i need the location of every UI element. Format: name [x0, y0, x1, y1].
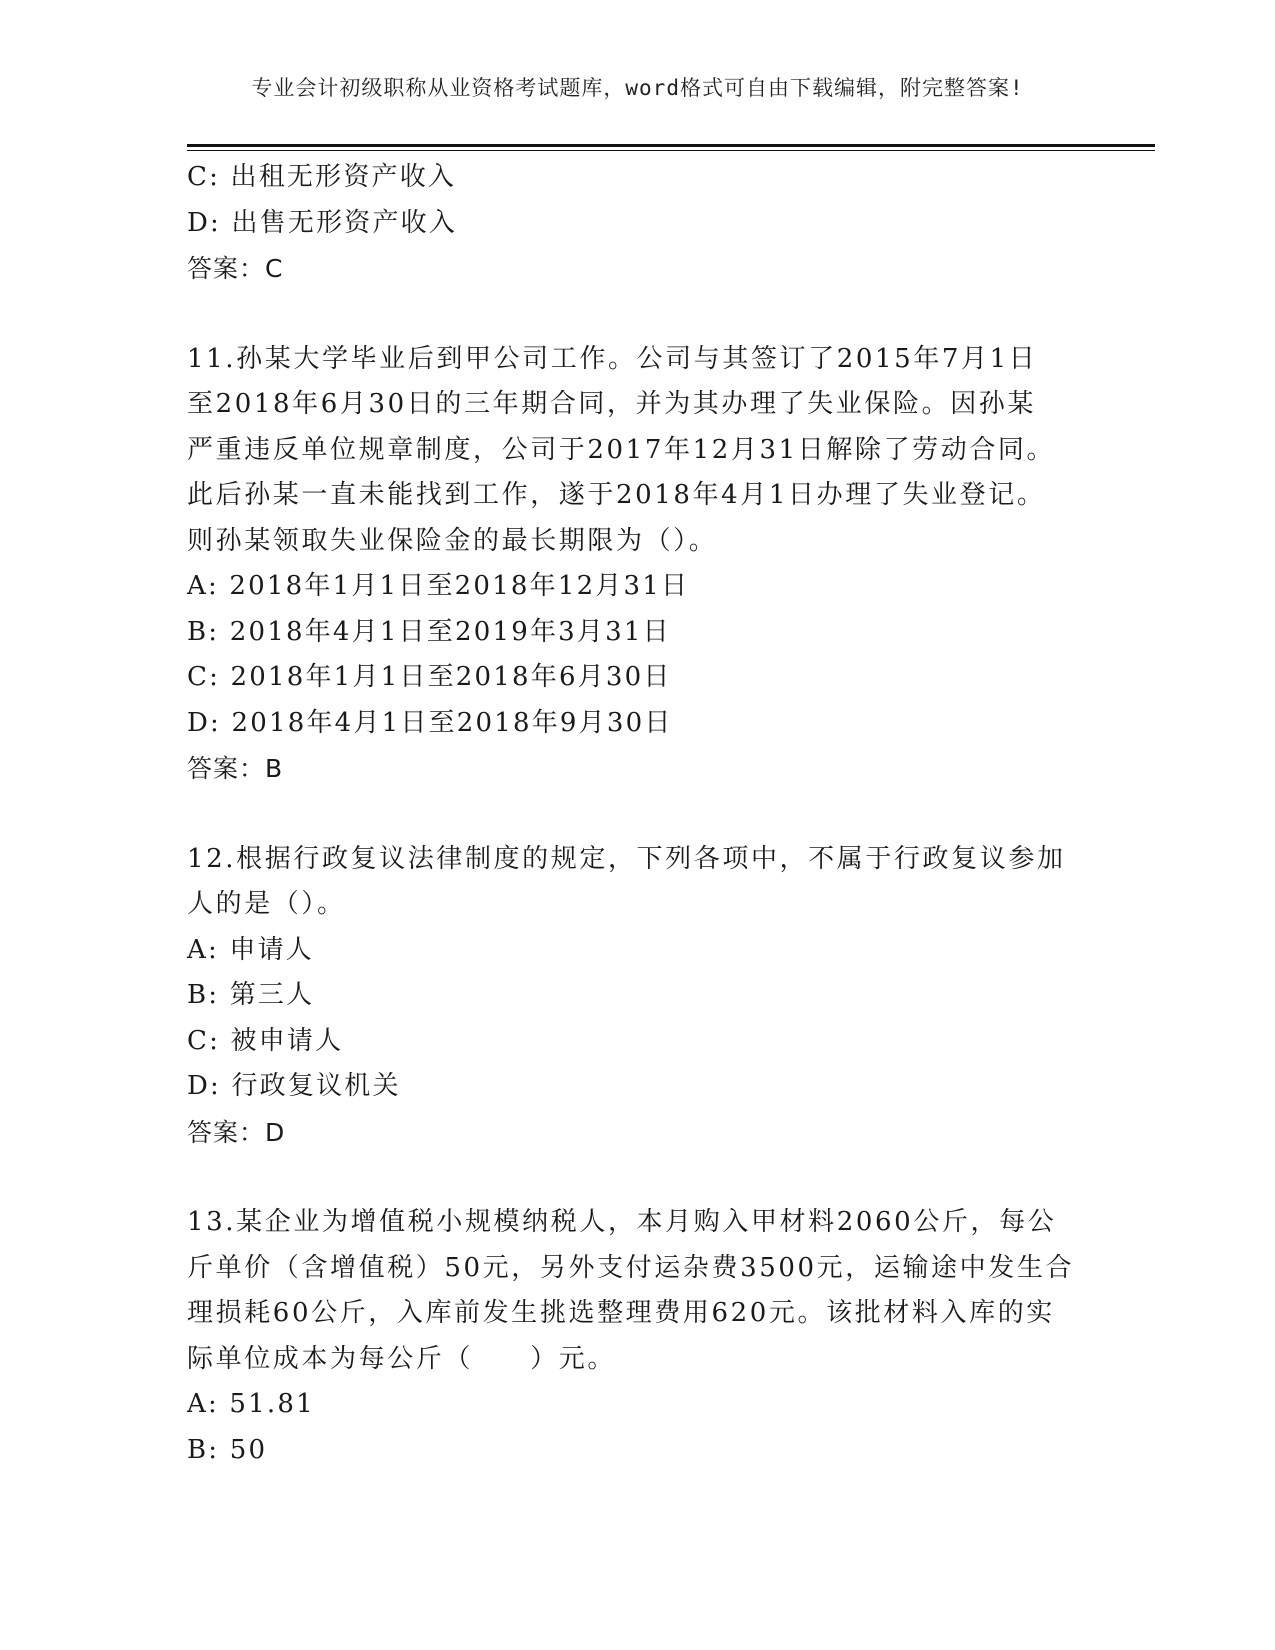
option-d: D: 出售无形资产收入: [187, 207, 458, 238]
question-stem: [187, 837, 1087, 928]
question-10: [187, 155, 1087, 292]
option-d: D: 2018年4月1日至2018年9月30日: [187, 707, 673, 738]
stem-line: 13.某企业为增值税小规模纳税人，本月购入甲材料2060公斤，每公: [187, 1207, 1057, 1237]
stem-line: 际单位成本为每公斤（ ）元。: [187, 1343, 617, 1374]
question-13: [187, 1200, 1087, 1473]
option-a: A: 51.81: [187, 1389, 315, 1419]
option-b: B: 50: [187, 1434, 268, 1465]
stem-line: 人的是（）。: [187, 889, 346, 919]
stem-line: 理损耗60公斤，入库前发生挑选整理费用620元。该批材料入库的实: [187, 1298, 1055, 1328]
option-d: D: 行政复议机关: [187, 1071, 401, 1101]
header-rule-thick: [187, 144, 1155, 147]
document-body: [187, 155, 1087, 1473]
question-11: [187, 337, 1087, 792]
option-c: C: 2018年1月1日至2018年6月30日: [187, 662, 672, 692]
option-a: A: 2018年1月1日至2018年12月31日: [187, 571, 690, 601]
question-12: [187, 837, 1087, 1156]
answer: 答案：B: [187, 754, 284, 783]
question-stem: [187, 337, 1087, 565]
question-stem: [187, 1200, 1087, 1382]
option-b: B: 2018年4月1日至2019年3月31日: [187, 616, 671, 647]
page-header: 专业会计初级职称从业资格考试题库，word格式可自由下载编辑，附完整答案!: [251, 76, 1024, 100]
option-c: C: 出租无形资产收入: [187, 162, 457, 192]
answer: 答案：C: [187, 254, 284, 283]
answer: 答案：D: [187, 1117, 286, 1147]
stem-line: 严重违反单位规章制度，公司于2017年12月31日解除了劳动合同。: [187, 434, 1056, 465]
stem-line: 则孙某领取失业保险金的最长期限为（）。: [187, 525, 718, 556]
stem-line: 此后孙某一直未能找到工作，遂于2018年4月1日办理了失业登记。: [187, 480, 1046, 510]
header-rule-thin: [187, 150, 1155, 151]
option-b: B: 第三人: [187, 980, 315, 1010]
stem-line: 11.孙某大学毕业后到甲公司工作。公司与其签订了2015年7月1日: [187, 343, 1038, 374]
stem-line: 至2018年6月30日的三年期合同，并为其办理了失业保险。因孙某: [187, 389, 1036, 419]
stem-line: 12.根据行政复议法律制度的规定，下列各项中，不属于行政复议参加: [187, 843, 1066, 874]
option-a: A: 申请人: [187, 934, 315, 965]
stem-line: 斤单价（含增值税）50元，另外支付运杂费3500元，运输途中发生合: [187, 1252, 1075, 1283]
option-c: C: 被申请人: [187, 1025, 344, 1056]
